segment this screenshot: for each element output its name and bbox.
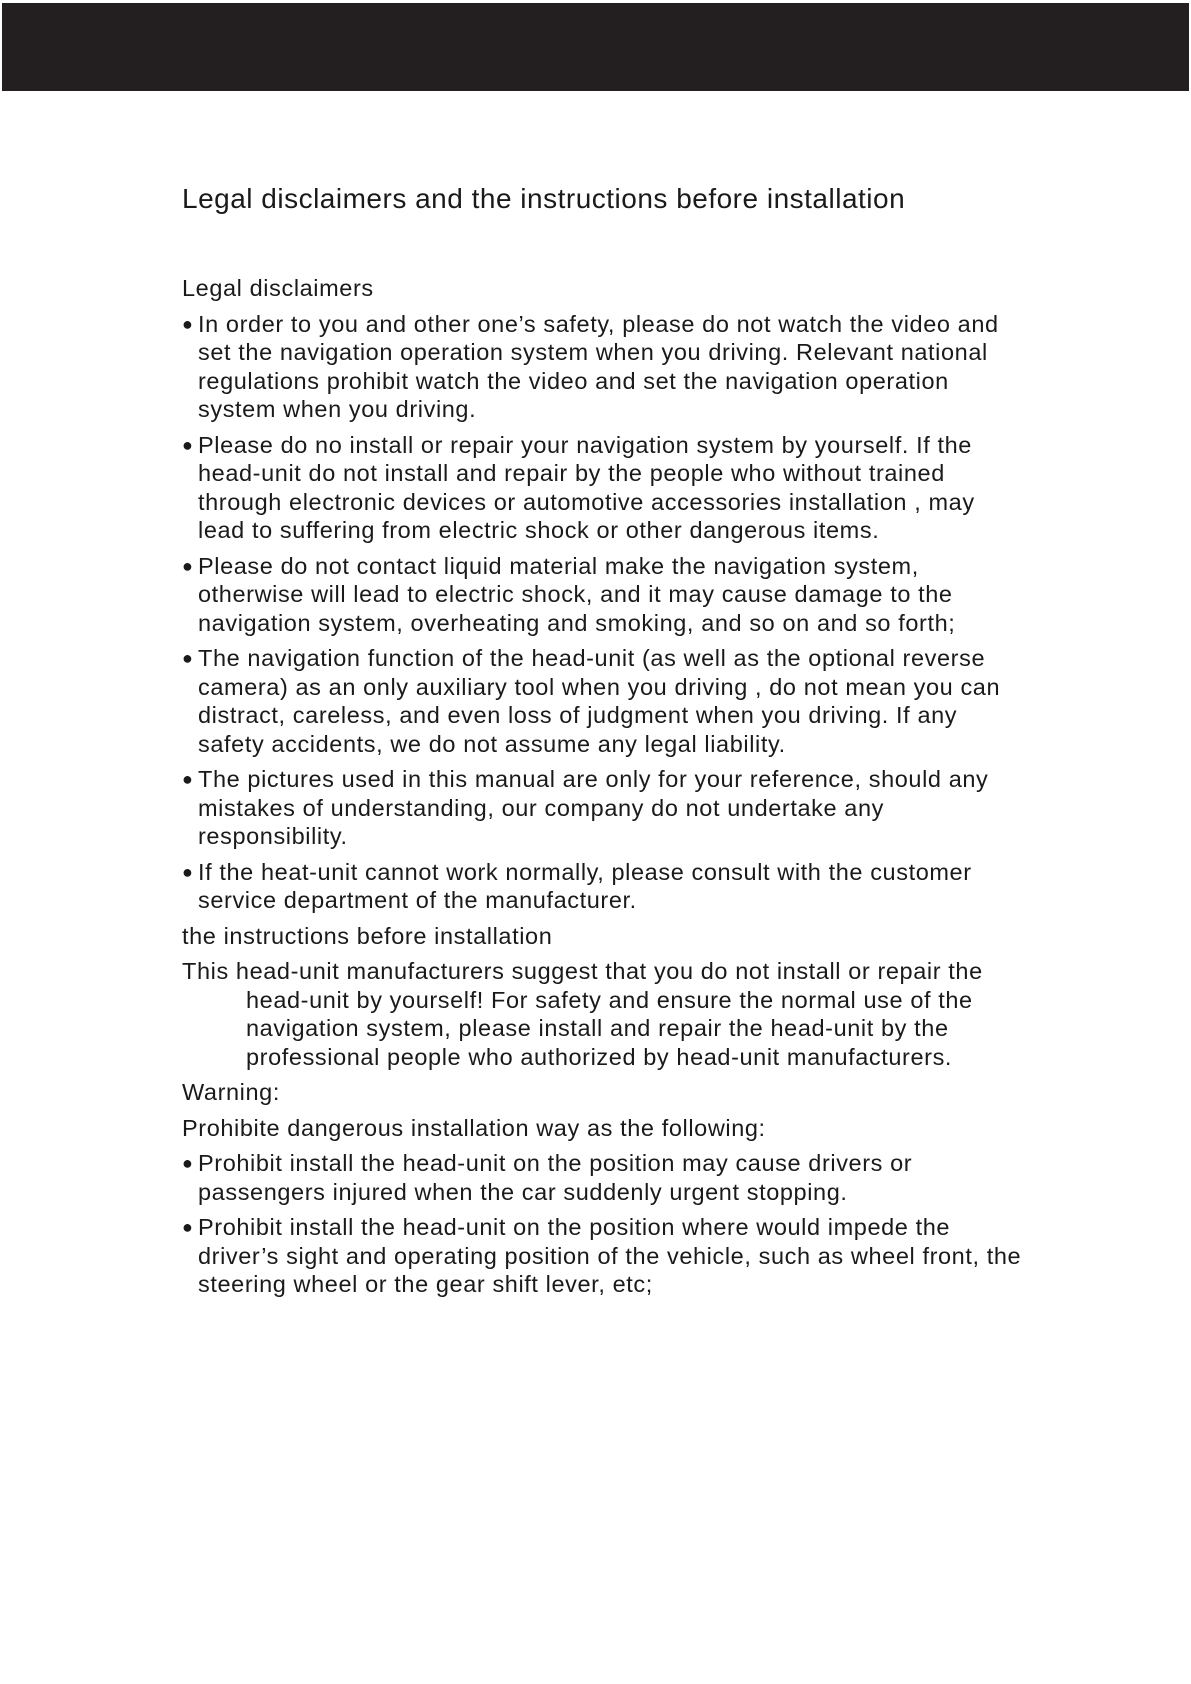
bullet-icon: ● [182, 1217, 194, 1237]
list-item [182, 1213, 1022, 1299]
list-item-text: Please do no install or repair your navigation system by yourself. If the head-unit do not install and repair by the people who without trained through electronic devices or automotive accessories installation , may lead to suffering from electric shock or other dangerous items. [198, 431, 975, 543]
instructions-paragraph: This head-unit manufacturers suggest that you do not install or repair the head-unit by yourself! For safety and ensure the normal use of the navigation system, please install and repair the head-unit by the professional people who authorized by head-unit manufacturers. [182, 958, 983, 1070]
instructions-heading: the instructions before installation [182, 922, 553, 949]
warning-heading: Warning: [182, 1079, 280, 1105]
bullet-icon: ● [182, 313, 194, 334]
warning-subheading: Prohibite dangerous installation way as the following: [182, 1114, 766, 1141]
list-item-text: The pictures used in this manual are only for your reference, should any mistakes of understanding, our company do not undertake any responsibility. [198, 766, 989, 849]
list-item-text: Please do not contact liquid material make the navigation system, otherwise will lead to electric shock, and it may cause damage to the navigation system, overheating and smoking, and so on and so forth; [198, 552, 956, 636]
list-item-text: In order to you and other one’s safety, please do not watch the video and set the navigation operation system when you driving. Relevant national regulations prohibit watch the video and set the navigation operation system when you driving. [198, 310, 999, 422]
bullet-icon: ● [182, 1153, 194, 1173]
list-item [182, 552, 1022, 638]
bullet-icon: ● [182, 555, 194, 576]
bullet-icon: ● [182, 769, 194, 789]
list-item-text: The navigation function of the head-unit (as well as the optional reverse camera) as an only auxiliary tool when you driving , do not mean you can distract, careless, and even loss of judgment when you driving. If any safety accidents, we do not assume any legal liability. [198, 645, 1001, 757]
list-item-text: If the heat-unit cannot work normally, please consult with the customer service department of the manufacturer. [198, 858, 972, 913]
header-bar [2, 3, 1189, 91]
list-item [182, 1149, 1022, 1206]
list-item [182, 310, 1022, 424]
list-item-text: Prohibit install the head-unit on the position may cause drivers or passengers injured when the car suddenly urgent stopping. [198, 1150, 913, 1205]
document-body [182, 178, 1022, 1299]
list-item-text: Prohibit install the head-unit on the position where would impede the driver’s sight and operating position of the vehicle, such as wheel front, the steering wheel or the gear shift lever, etc; [198, 1214, 1022, 1297]
legal-heading: Legal disclaimers [182, 275, 374, 301]
bullet-icon: ● [182, 434, 194, 455]
list-item [182, 644, 1022, 758]
list-item [182, 765, 1022, 851]
legal-section [182, 274, 1022, 1299]
page-title: Legal disclaimers and the instructions before installation [182, 183, 906, 214]
list-item [182, 858, 1022, 915]
bullet-icon: ● [182, 648, 194, 668]
list-item [182, 431, 1022, 545]
bullet-icon: ● [182, 861, 194, 882]
